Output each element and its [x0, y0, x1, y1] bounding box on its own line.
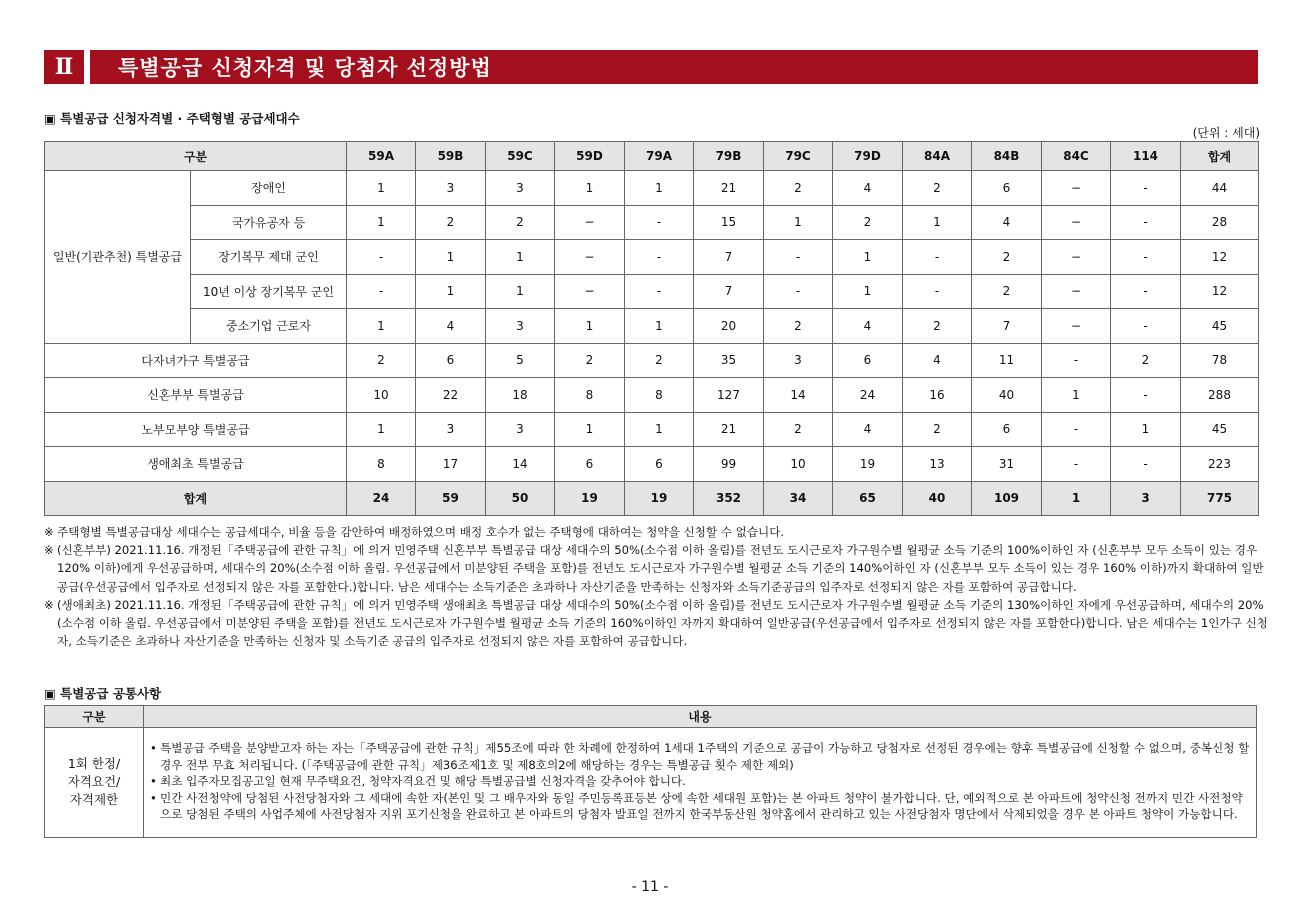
note-item: [44, 541, 1274, 596]
value-cell: 1: [347, 309, 416, 344]
note-item: [44, 596, 1274, 651]
value-cell: 4: [833, 171, 903, 206]
value-cell: 1: [833, 240, 903, 275]
bullet-text: 최초 입주자모집공고일 현재 무주택요건, 청약자격요건 및 해당 특별공급별 신청자격을 갖추어야 합니다.: [160, 774, 686, 788]
value-cell: -: [1111, 171, 1181, 206]
value-cell: 21: [694, 412, 764, 447]
table-row: [45, 378, 1259, 413]
table-header-content: 내용: [144, 706, 1257, 728]
common-table: [44, 705, 1257, 838]
value-cell: 6: [555, 447, 625, 482]
value-cell: -: [1111, 274, 1181, 309]
value-cell: 127: [694, 378, 764, 413]
value-cell: 1: [1111, 412, 1181, 447]
value-cell: 16: [903, 378, 972, 413]
value-cell: -: [347, 240, 416, 275]
value-cell: 6: [625, 447, 694, 482]
value-cell: 7: [694, 240, 764, 275]
value-cell: -: [764, 274, 833, 309]
value-cell: 2: [486, 205, 555, 240]
value-cell: 288: [1181, 378, 1259, 413]
note-text: 주택형별 특별공급대상 세대수는 공급세대수, 비율 등을 감안하여 배정하였으며 배정 호수가 없는 주택형에 대하여는 청약을 신청할 수 없습니다.: [57, 525, 785, 539]
section-number: Ⅱ: [44, 50, 84, 84]
value-cell: 13: [903, 447, 972, 482]
value-cell: 19: [833, 447, 903, 482]
value-cell: 1: [416, 274, 486, 309]
value-cell: -: [625, 274, 694, 309]
value-cell: 99: [694, 447, 764, 482]
value-cell: 6: [972, 412, 1042, 447]
value-cell: 2: [347, 343, 416, 378]
value-cell: 1: [1042, 378, 1111, 413]
value-cell: -: [1111, 205, 1181, 240]
value-cell: 4: [833, 412, 903, 447]
value-cell: -: [1111, 378, 1181, 413]
row-label-cell: 신혼부부 특별공급: [45, 378, 347, 413]
value-cell: 3: [486, 412, 555, 447]
value-cell: 34: [764, 481, 833, 516]
value-cell: 2: [555, 343, 625, 378]
value-cell: 5: [486, 343, 555, 378]
value-cell: 14: [764, 378, 833, 413]
value-cell: 17: [416, 447, 486, 482]
value-cell: 45: [1181, 309, 1259, 344]
row-label-cell: 합계: [45, 481, 347, 516]
value-cell: 8: [625, 378, 694, 413]
bullet-icon: •: [150, 774, 157, 788]
value-cell: 109: [972, 481, 1042, 516]
bullet-icon: •: [150, 790, 157, 805]
section-banner: [44, 50, 1258, 84]
value-cell: 1: [555, 309, 625, 344]
value-cell: 2: [1111, 343, 1181, 378]
note-marker: ※: [44, 525, 54, 539]
table-row: [45, 171, 1259, 206]
value-cell: 15: [694, 205, 764, 240]
value-cell: 1: [833, 274, 903, 309]
value-cell: 6: [833, 343, 903, 378]
value-cell: 1: [555, 412, 625, 447]
value-cell: -: [1111, 240, 1181, 275]
value-cell: 2: [903, 412, 972, 447]
bullet-icon: •: [150, 741, 157, 755]
value-cell: −: [1042, 309, 1111, 344]
bullet-item: [150, 790, 1250, 823]
value-cell: 11: [972, 343, 1042, 378]
value-cell: −: [555, 240, 625, 275]
note-text: (신혼부부) 2021.11.16. 개정된「주택공급에 관한 규칙」에 의거 민영주택 신혼부부 특별공급 대상 세대수의 50%(소수점 이하 올림)를 전년도 도시근로자 가구원수별 월평균 소득 기준의 100%이하인 자 (신혼부부 모두 소득이 있는 경우 120% 이하)에게 우선공급하며, 세대수의 20%(소수점 이하 올림. 우선공급에서 미분양된 주택을 포함)를 전년도 도시근로자 가구원수별 월평균 소득 기준의 140%이하인 자 (신혼부부 모두 소득이 있는 경우 160% 이하)까지 확대하여 일반공급(우선공급에서 입주자로 선정되지 않은 자를 포함한다.)합니다. 남은 세대수는 소득기준은 초과하나 자산기준을 만족하는 신청자와 소득기준공급의 입주자로 선정되지 않은 자를 포함하여 공급합니다.: [57, 543, 1264, 594]
value-cell: 8: [555, 378, 625, 413]
value-cell: -: [1111, 309, 1181, 344]
value-cell: 3: [486, 171, 555, 206]
value-cell: 2: [903, 309, 972, 344]
note-item: [44, 523, 1274, 541]
value-cell: 22: [416, 378, 486, 413]
value-cell: 7: [972, 309, 1042, 344]
table-row: [45, 309, 1259, 344]
value-cell: -: [1042, 412, 1111, 447]
row-label-cell: 10년 이상 장기복무 군인: [191, 274, 347, 309]
value-cell: 24: [347, 481, 416, 516]
value-cell: 1: [1042, 481, 1111, 516]
value-cell: -: [903, 240, 972, 275]
table-row: [45, 447, 1259, 482]
value-cell: 35: [694, 343, 764, 378]
column-header: 84A: [903, 142, 972, 171]
value-cell: 3: [764, 343, 833, 378]
bullet-item: [150, 773, 1250, 790]
value-cell: 3: [1111, 481, 1181, 516]
value-cell: 3: [416, 412, 486, 447]
value-cell: 24: [833, 378, 903, 413]
value-cell: -: [1111, 447, 1181, 482]
group-label-cell: 일반(기관추천) 특별공급: [45, 171, 191, 344]
row-label-cell: 중소기업 근로자: [191, 309, 347, 344]
value-cell: 3: [486, 309, 555, 344]
value-cell: 1: [486, 240, 555, 275]
value-cell: 1: [555, 171, 625, 206]
value-cell: 1: [903, 205, 972, 240]
value-cell: 1: [625, 171, 694, 206]
value-cell: 8: [347, 447, 416, 482]
value-cell: −: [1042, 274, 1111, 309]
table-row: [45, 240, 1259, 275]
value-cell: −: [555, 274, 625, 309]
value-cell: −: [1042, 205, 1111, 240]
value-cell: 2: [625, 343, 694, 378]
row-label-cell: 국가유공자 등: [191, 205, 347, 240]
column-header: 59B: [416, 142, 486, 171]
value-cell: 45: [1181, 412, 1259, 447]
value-cell: 352: [694, 481, 764, 516]
value-cell: 223: [1181, 447, 1259, 482]
value-cell: -: [1042, 343, 1111, 378]
column-header: 114: [1111, 142, 1181, 171]
row-label-cell: 노부모부양 특별공급: [45, 412, 347, 447]
value-cell: 14: [486, 447, 555, 482]
value-cell: 4: [833, 309, 903, 344]
value-cell: 2: [903, 171, 972, 206]
column-header: 84B: [972, 142, 1042, 171]
column-header: 84C: [1042, 142, 1111, 171]
value-cell: 31: [972, 447, 1042, 482]
value-cell: −: [1042, 171, 1111, 206]
table-row: [45, 412, 1259, 447]
row-label-cell: 다자녀가구 특별공급: [45, 343, 347, 378]
column-header: 79C: [764, 142, 833, 171]
value-cell: 2: [972, 240, 1042, 275]
page-number: - 11 -: [631, 879, 669, 895]
value-cell: 1: [416, 240, 486, 275]
value-cell: 2: [764, 171, 833, 206]
column-header: 59A: [347, 142, 416, 171]
value-cell: 10: [764, 447, 833, 482]
value-cell: −: [1042, 240, 1111, 275]
value-cell: 3: [416, 171, 486, 206]
value-cell: 40: [972, 378, 1042, 413]
row-label-cell: 생애최초 특별공급: [45, 447, 347, 482]
supply-table-heading: ▣ 특별공급 신청자격별 · 주택형별 공급세대수: [44, 111, 300, 126]
note-text: (생애최초) 2021.11.16. 개정된「주택공급에 관한 규칙」에 의거 민영주택 생애최초 특별공급 대상 세대수의 50%(소수점 이하 올림)를 전년도 도시근로자 가구원수별 월평균 소득 기준의 130%이하인 자에게 우선공급하며, 세대수의 20%(소수점 이하 올림. 우선공급에서 미분양된 주택을 포함)를 전년도 도시근로자 가구원수별 월평균 소득 기준의 160%이하인 자까지 확대하여 일반공급(우선공급에서 입주자로 선정되지 않은 자를 포함한다)합니다. 남은 세대수는 1인가구 신청자, 소득기준은 초과하나 자산기준을 만족하는 신청자 및 소득기준 공급의 입주자로 선정되지 않은 자를 포함하여 공급합니다.: [57, 597, 1268, 649]
value-cell: -: [903, 274, 972, 309]
table-row: [45, 205, 1259, 240]
value-cell: 775: [1181, 481, 1259, 516]
value-cell: 12: [1181, 274, 1259, 309]
value-cell: 4: [903, 343, 972, 378]
value-cell: 59: [416, 481, 486, 516]
note-marker: ※: [44, 597, 54, 612]
value-cell: -: [1042, 447, 1111, 482]
value-cell: 1: [347, 171, 416, 206]
value-cell: -: [625, 205, 694, 240]
value-cell: 1: [625, 309, 694, 344]
note-marker: ※: [44, 543, 54, 558]
column-header: 59C: [486, 142, 555, 171]
table-row: [45, 343, 1259, 378]
value-cell: 1: [486, 274, 555, 309]
value-cell: 21: [694, 171, 764, 206]
value-cell: 65: [833, 481, 903, 516]
bullet-text: 특별공급 주택을 분양받고자 하는 자는「주택공급에 관한 규칙」제55조에 따라 한 차례에 한정하여 1세대 1주택의 기준으로 공급이 가능하고 당첨자로 선정된 경우에는 향후 특별공급에 신청할 수 없으며, 중복신청 할 경우 전부 무효 처리됩니다. (「주택공급에 관한 규칙」제36조제1호 및 제8호의2에 해당하는 경우는 특별공급 횟수 제한 제외): [160, 741, 1250, 772]
column-header: 79A: [625, 142, 694, 171]
column-header: 59D: [555, 142, 625, 171]
content-cell: [144, 728, 1257, 838]
value-cell: 20: [694, 309, 764, 344]
value-cell: 6: [972, 171, 1042, 206]
value-cell: 2: [833, 205, 903, 240]
column-header: 79D: [833, 142, 903, 171]
value-cell: 44: [1181, 171, 1259, 206]
value-cell: 1: [347, 412, 416, 447]
column-header: 79B: [694, 142, 764, 171]
value-cell: 40: [903, 481, 972, 516]
row-label-cell: 장애인: [191, 171, 347, 206]
section-title: 특별공급 신청자격 및 당첨자 선정방법: [90, 50, 1258, 84]
common-heading: ▣ 특별공급 공통사항: [44, 686, 162, 701]
table-row: [45, 274, 1259, 309]
value-cell: 2: [764, 309, 833, 344]
value-cell: 2: [764, 412, 833, 447]
value-cell: 50: [486, 481, 555, 516]
value-cell: 19: [625, 481, 694, 516]
value-cell: 2: [972, 274, 1042, 309]
notes-block: [44, 523, 1274, 650]
value-cell: 18: [486, 378, 555, 413]
value-cell: -: [347, 274, 416, 309]
value-cell: 10: [347, 378, 416, 413]
column-header: 구분: [45, 142, 347, 171]
value-cell: 1: [764, 205, 833, 240]
column-header: 합계: [1181, 142, 1259, 171]
value-cell: -: [625, 240, 694, 275]
value-cell: 4: [972, 205, 1042, 240]
value-cell: 1: [625, 412, 694, 447]
value-cell: -: [764, 240, 833, 275]
value-cell: 4: [416, 309, 486, 344]
value-cell: 19: [555, 481, 625, 516]
category-cell: 1회 한정/ 자격요건/ 자격제한: [45, 728, 144, 838]
value-cell: 78: [1181, 343, 1259, 378]
table-row: [45, 481, 1259, 516]
supply-count-table: [44, 141, 1259, 516]
value-cell: 12: [1181, 240, 1259, 275]
value-cell: 7: [694, 274, 764, 309]
row-label-cell: 장기복무 제대 군인: [191, 240, 347, 275]
value-cell: 1: [347, 205, 416, 240]
bullet-text: 민간 사전청약에 당첨된 사전당첨자와 그 세대에 속한 자(본인 및 그 배우자와 동일 주민등록표등본 상에 속한 세대원 포함)는 본 아파트 청약이 불가합니다. 단, 예외적으로 본 아파트에 청약신청 전까지 민간 사전청약으로 당첨된 주택의 사업주체에 사전당첨자 지위 포기신청을 완료하고 본 아파트의 당첨자 발표일 전까지 한국부동산원 청약홈에서 관리하고 있는 사전당첨자 명단에서 삭제되었을 경우 본 아파트 청약이 가능합니다.: [160, 790, 1243, 821]
value-cell: −: [555, 205, 625, 240]
unit-label: (단위 : 세대): [1192, 126, 1260, 140]
bullet-item: [150, 740, 1250, 773]
value-cell: 6: [416, 343, 486, 378]
table-header-category: 구분: [45, 706, 144, 728]
value-cell: 28: [1181, 205, 1259, 240]
value-cell: 2: [416, 205, 486, 240]
